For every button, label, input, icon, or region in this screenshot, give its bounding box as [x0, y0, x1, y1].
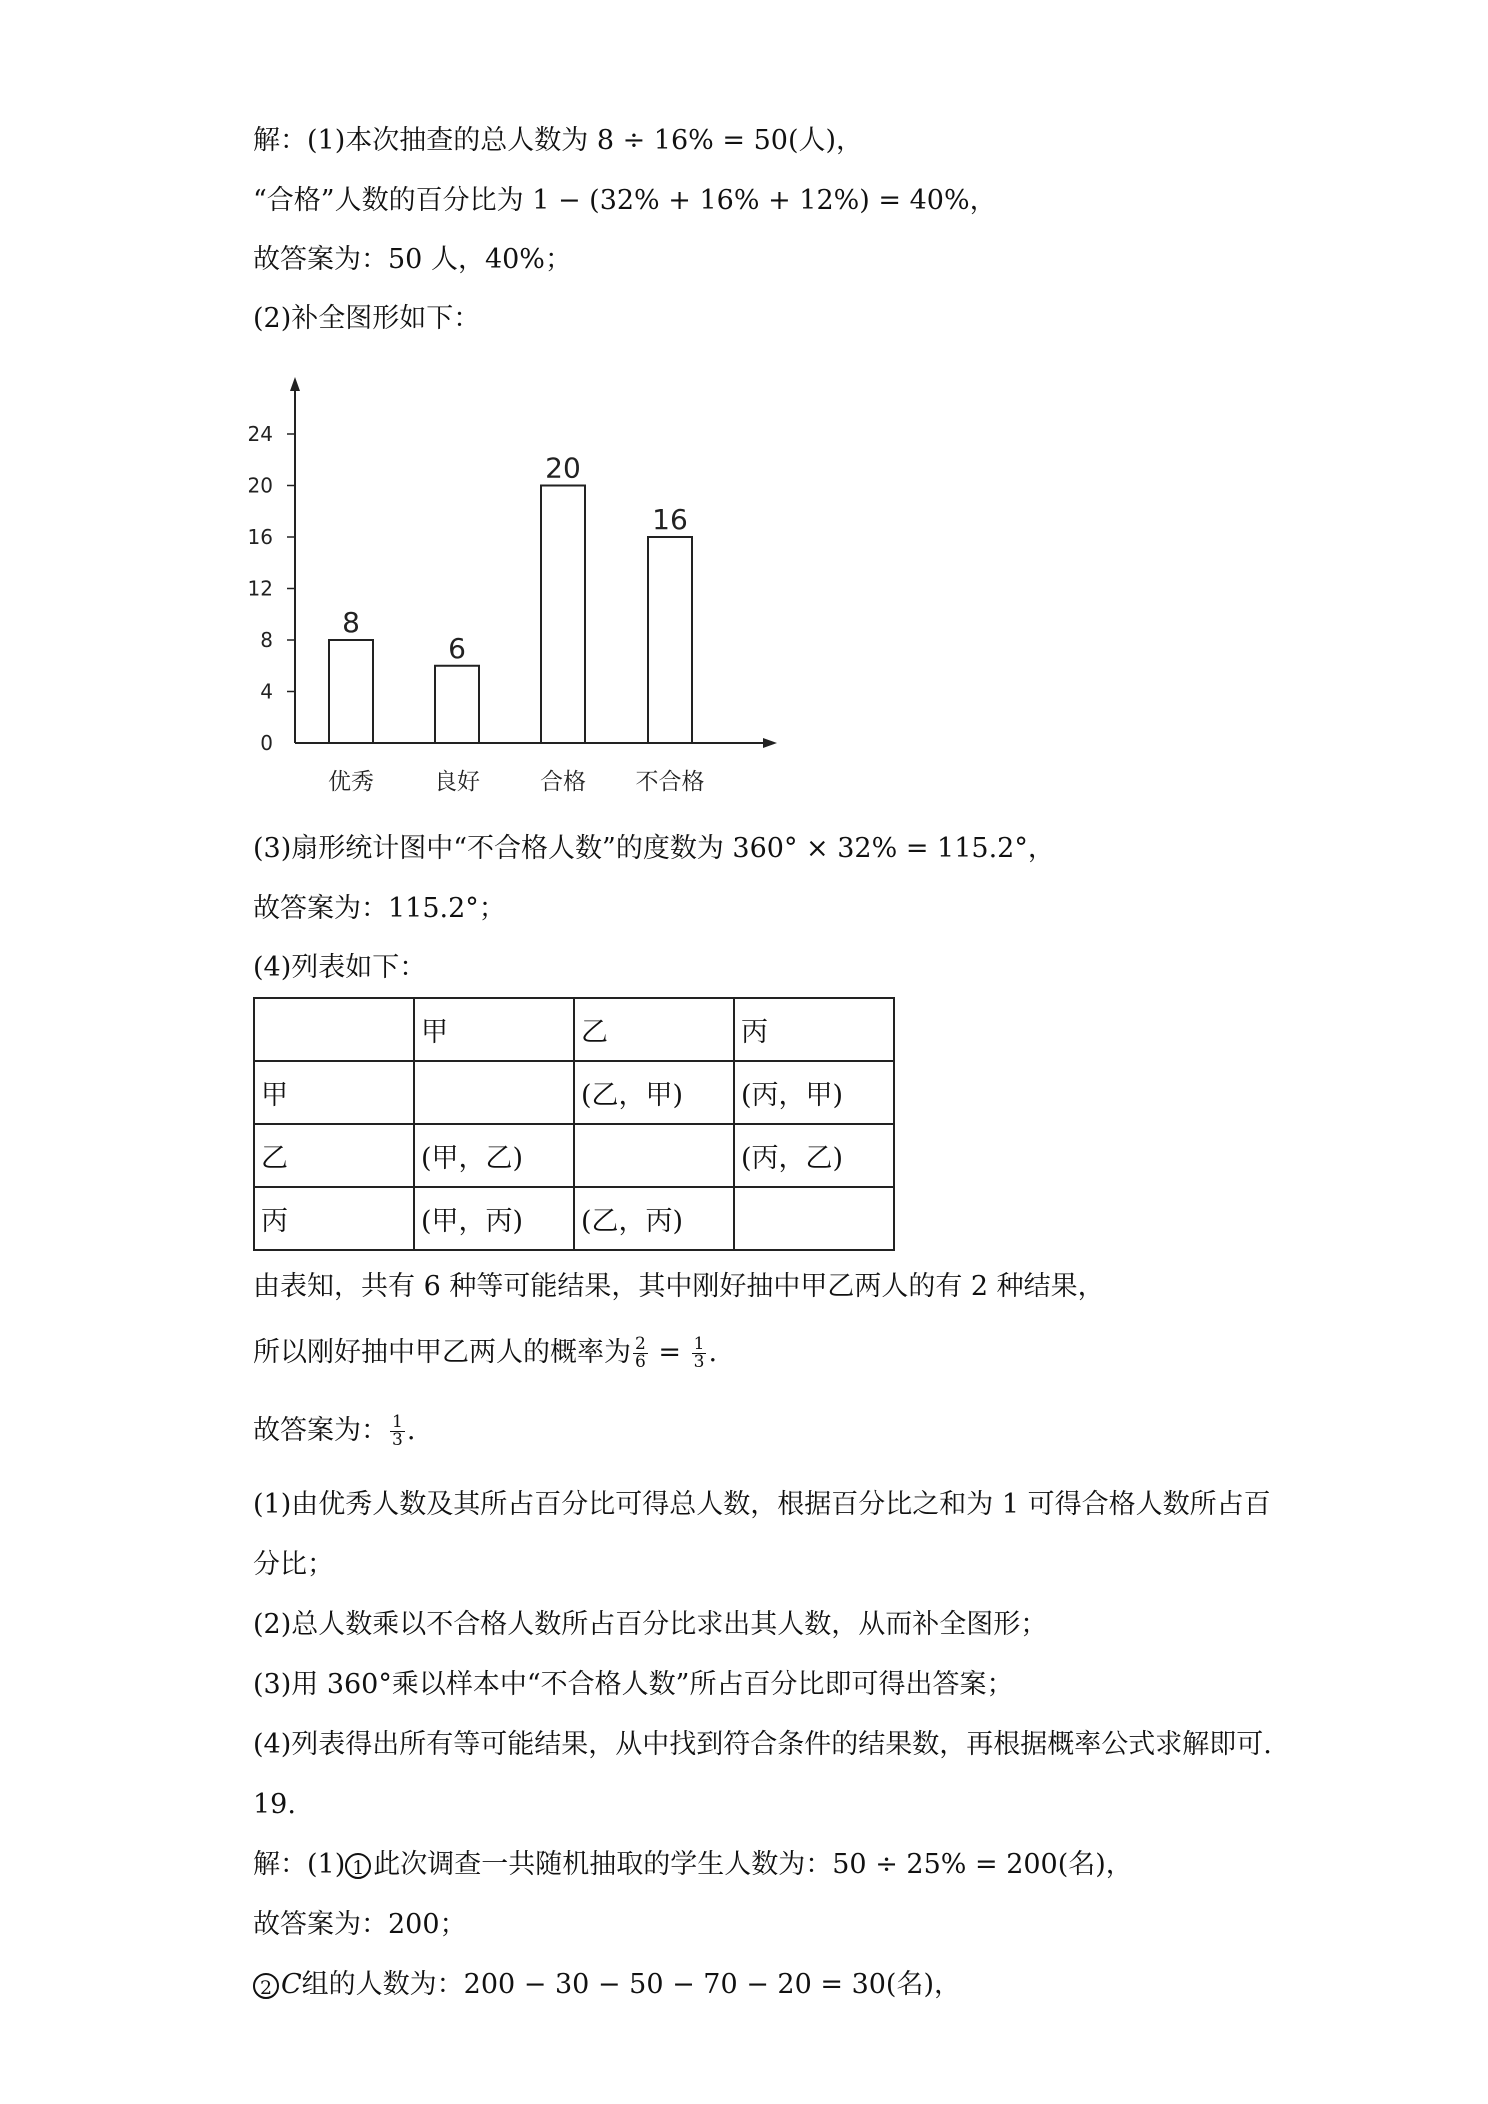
x-category-label: 合格	[540, 769, 586, 795]
fraction-two-sixths: $\frac{2}{6}$	[635, 1334, 646, 1372]
answer-line-5: (3)扇形统计图中“不合格人数”的度数为 360° × 32% = 115.2°，	[253, 833, 1055, 864]
table-cell	[414, 1061, 574, 1124]
analysis-line-1: (1)由优秀人数及其所占百分比可得总人数，根据百分比之和为 1 可得合格人数所占百	[253, 1489, 1271, 1520]
analysis-line-5: (4)列表得出所有等可能结果，从中找到符合条件的结果数，再根据概率公式求解即可.	[253, 1729, 1272, 1760]
y-tick-label: 20	[247, 473, 273, 498]
x-category-label: 优秀	[328, 769, 374, 795]
x-category-label: 良好	[434, 769, 480, 795]
answer-19-line-2: 故答案为：200；	[253, 1909, 467, 1940]
answer-line-1: 解：(1)本次抽查的总人数为 8 ÷ 16% = 50(人)，	[253, 125, 864, 156]
table-row	[254, 1124, 894, 1187]
table-cell: 丙	[254, 1187, 414, 1250]
y-tick-label: 16	[247, 525, 273, 549]
y-tick-label: 24	[247, 422, 273, 446]
chart-x-labels	[328, 769, 705, 795]
table-cell: (丙，乙)	[734, 1124, 894, 1187]
bar	[648, 537, 692, 743]
circled-two: 2	[253, 1973, 279, 1999]
chart-value-labels	[342, 452, 688, 665]
answer-line-2: “合格”人数的百分比为 1 − (32% + 16% + 12%) = 40%，	[253, 185, 997, 216]
answer-19-line-1: 解：(1) 1 此次调查一共随机抽取的学生人数为：50 ÷ 25% = 200(名)，	[253, 1849, 1133, 1880]
analysis-line-4: (3)用 360°乘以样本中“不合格人数”所占百分比即可得出答案；	[253, 1669, 1014, 1700]
table-row	[254, 1061, 894, 1124]
bar-value-label: 8	[342, 606, 360, 639]
bar-value-label: 6	[448, 631, 466, 665]
analysis-line-2: 分比；	[253, 1549, 334, 1580]
fraction-one-third: $\frac{1}{3}$	[693, 1334, 705, 1372]
bar	[435, 666, 479, 743]
table-cell: (甲，丙)	[414, 1187, 574, 1250]
x-category-label: 不合格	[635, 769, 705, 795]
table-cell	[254, 998, 414, 1061]
answer-line-3: 故答案为：50 人，40%；	[253, 244, 572, 275]
bar-chart	[240, 365, 800, 805]
bar	[541, 486, 585, 744]
table-cell: 乙	[574, 998, 734, 1061]
x-axis-arrow	[763, 738, 777, 748]
answer-line-7: (4)列表如下：	[253, 952, 427, 983]
y-tick-label: 0	[260, 731, 273, 755]
y-tick-label: 12	[247, 576, 273, 601]
table-row	[254, 1187, 894, 1250]
chart-bars	[329, 486, 692, 744]
bar-value-label: 20	[545, 451, 581, 485]
question-number: 19.	[253, 1789, 296, 1820]
answer-line-10: 故答案为： $\frac{1}{3}$ .	[253, 1412, 416, 1450]
table-row	[254, 998, 894, 1061]
probability-text: 所以刚好抽中甲乙两人的概率为	[253, 1337, 631, 1368]
probability-line: 所以刚好抽中甲乙两人的概率为 $\frac{2}{6}$ = $\frac{1}{3}$ .	[253, 1334, 718, 1372]
bar	[329, 640, 373, 743]
circled-one: 1	[345, 1853, 371, 1879]
table-cell: 乙	[254, 1124, 414, 1187]
table-cell: (甲，乙)	[414, 1124, 574, 1187]
group-c-variable: C	[281, 1969, 302, 2000]
answer-line-4: (2)补全图形如下：	[253, 303, 481, 334]
fraction-one-third-answer: $\frac{1}{3}$	[392, 1412, 403, 1450]
table-cell	[734, 1187, 894, 1250]
table-cell	[574, 1124, 734, 1187]
table-cell: (乙，甲)	[574, 1061, 734, 1124]
y-tick-label: 4	[260, 679, 273, 704]
table-cell: (乙，丙)	[574, 1187, 734, 1250]
answer-line-8: 由表知，共有 6 种等可能结果，其中刚好抽中甲乙两人的有 2 种结果，	[253, 1271, 1105, 1302]
answer-line-6: 故答案为：115.2°；	[253, 893, 506, 924]
analysis-line-3: (2)总人数乘以不合格人数所占百分比求出其人数，从而补全图形；	[253, 1609, 1048, 1640]
table-cell: (丙，甲)	[734, 1061, 894, 1124]
table-cell: 甲	[414, 998, 574, 1061]
chart-y-ticks	[248, 422, 295, 755]
outcome-table	[253, 997, 895, 1251]
y-tick-label: 8	[260, 628, 273, 652]
answer-19-line-3: 2 C组的人数为：200 − 30 − 50 − 70 − 20 = 30(名)，	[253, 1968, 961, 2002]
y-axis-arrow	[290, 377, 300, 391]
bar-value-label: 16	[652, 503, 688, 536]
table-cell: 丙	[734, 998, 894, 1061]
table-cell: 甲	[254, 1061, 414, 1124]
